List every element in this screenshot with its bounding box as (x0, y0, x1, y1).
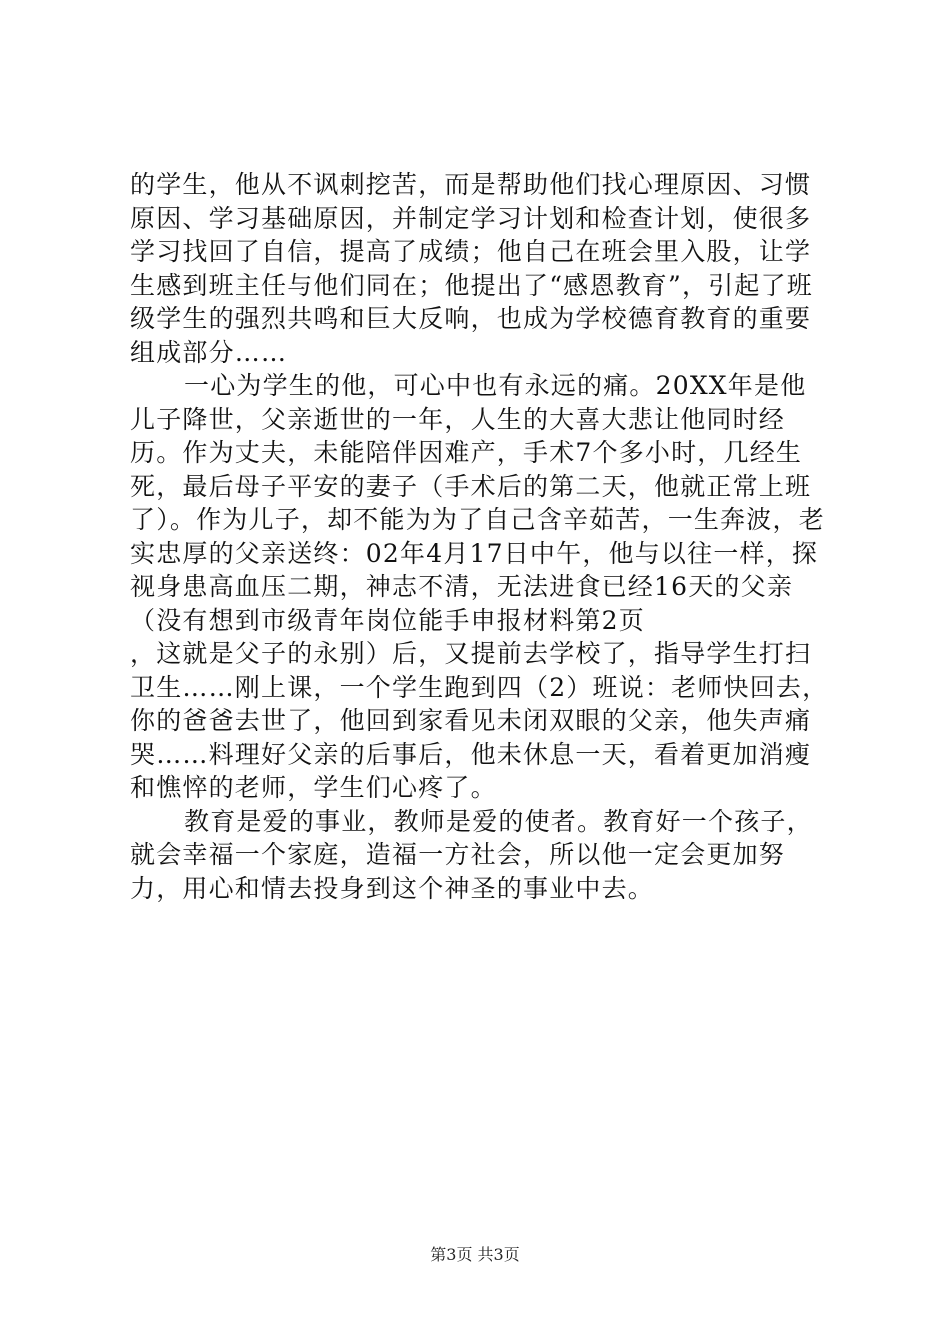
paragraph-1: 的学生，他从不讽刺挖苦，而是帮助他们找心理原因、习惯原因、学习基础原因，并制定学习计划和检查计划，使很多学习找回了自信，提高了成绩；他自己在班会里入股，让学生感到班主任与他们同在；他提出了“感恩教育”，引起了班级学生的强烈共鸣和巨大反响，也成为学校德育教育的重要组成部分…… (130, 170, 813, 367)
paragraph-3: ，这就是父子的永别）后，又提前去学校了，指导学生打扫卫生……刚上课，一个学生跑到四（2）班说：老师快回去，你的爸爸去世了，他回到家看见未闭双眼的父亲，他失声痛哭……料理好父亲的后事后，他未休息一天，看着更加消瘦和憔悴的老师，学生们心疼了。 (130, 639, 829, 802)
page-footer: 第3页 共3页 (430, 1245, 520, 1264)
paragraph-2: 一心为学生的他，可心中也有永远的痛。20XX年是他儿子降世，父亲逝世的一年，人生的大喜大悲让他同时经历。作为丈夫，未能陪伴因难产，手术7个多小时，几经生死，最后母子平安的妻子（手术后的第二天，他就正常上班了）。作为儿子，却不能为为了自己含辛茹苦，一生奔波，老实忠厚的父亲送终：02年4月17日中午，他与以往一样，探视身患高血压二期，神志不清，无法进食已经16天的父亲（没有想到市级青年岗位能手申报材料第2页 (130, 371, 825, 635)
paragraph-4: 教育是爱的事业，教师是爱的使者。教育好一个孩子，就会幸福一个家庭，造福一方社会，所以他一定会更加努力，用心和情去投身到这个神圣的事业中去。 (130, 806, 813, 903)
document-body (130, 168, 830, 905)
